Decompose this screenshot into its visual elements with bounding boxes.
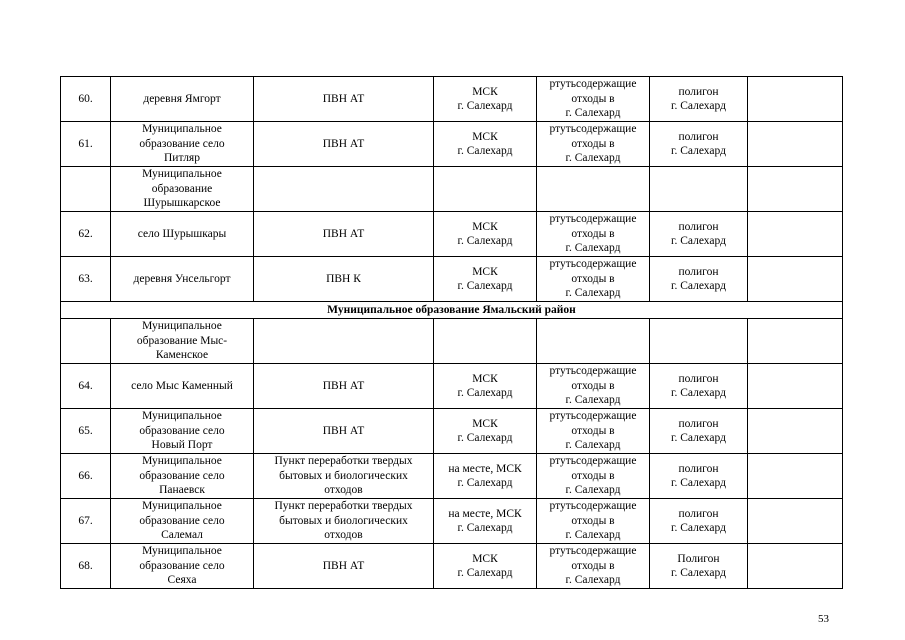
disposal-site-cell <box>650 167 748 212</box>
settlement-name-cell: Муниципальное образование Шурышкарское <box>111 167 254 212</box>
facility-type-cell: ПВН АТ <box>254 544 434 589</box>
facility-type-cell: ПВН АТ <box>254 77 434 122</box>
table-body <box>61 77 843 589</box>
waste-type-cell: ртутьсодержащие отходы в г. Салехард <box>537 454 650 499</box>
row-number-cell: 65. <box>61 409 111 454</box>
waste-facilities-table <box>60 76 843 589</box>
note-cell <box>748 257 843 302</box>
waste-type-cell: ртутьсодержащие отходы в г. Салехард <box>537 77 650 122</box>
settlement-name-cell: село Мыс Каменный <box>111 364 254 409</box>
table-row <box>61 212 843 257</box>
row-number-cell: 62. <box>61 212 111 257</box>
waste-type-cell: ртутьсодержащие отходы в г. Салехард <box>537 212 650 257</box>
collection-place-cell: МСК г. Салехард <box>434 544 537 589</box>
note-cell <box>748 319 843 364</box>
collection-place-cell <box>434 319 537 364</box>
disposal-site-cell: полигон г. Салехард <box>650 499 748 544</box>
section-title: Муниципальное образование Ямальский район <box>61 302 843 319</box>
section-header-row <box>61 302 843 319</box>
collection-place-cell: МСК г. Салехард <box>434 364 537 409</box>
disposal-site-cell: полигон г. Салехард <box>650 364 748 409</box>
settlement-name-cell: Муниципальное образование село Питляр <box>111 122 254 167</box>
disposal-site-cell: полигон г. Салехард <box>650 409 748 454</box>
table-row <box>61 167 843 212</box>
table-row <box>61 122 843 167</box>
settlement-name-cell: Муниципальное образование Мыс- Каменское <box>111 319 254 364</box>
waste-type-cell <box>537 319 650 364</box>
settlement-name-cell: Муниципальное образование село Салемал <box>111 499 254 544</box>
collection-place-cell <box>434 167 537 212</box>
disposal-site-cell: полигон г. Салехард <box>650 212 748 257</box>
collection-place-cell: МСК г. Салехард <box>434 122 537 167</box>
settlement-name-cell: Муниципальное образование село Панаевск <box>111 454 254 499</box>
collection-place-cell: МСК г. Салехард <box>434 212 537 257</box>
facility-type-cell: ПВН К <box>254 257 434 302</box>
note-cell <box>748 167 843 212</box>
note-cell <box>748 212 843 257</box>
disposal-site-cell: полигон г. Салехард <box>650 77 748 122</box>
table-row <box>61 544 843 589</box>
facility-type-cell: ПВН АТ <box>254 364 434 409</box>
waste-type-cell: ртутьсодержащие отходы в г. Салехард <box>537 409 650 454</box>
collection-place-cell: на месте, МСК г. Салехард <box>434 499 537 544</box>
facility-type-cell: ПВН АТ <box>254 122 434 167</box>
waste-type-cell: ртутьсодержащие отходы в г. Салехард <box>537 257 650 302</box>
collection-place-cell: МСК г. Салехард <box>434 77 537 122</box>
table-row <box>61 454 843 499</box>
collection-place-cell: МСК г. Салехард <box>434 409 537 454</box>
disposal-site-cell: Полигон г. Салехард <box>650 544 748 589</box>
row-number-cell <box>61 167 111 212</box>
row-number-cell: 67. <box>61 499 111 544</box>
table-row <box>61 257 843 302</box>
settlement-name-cell: Муниципальное образование село Новый Порт <box>111 409 254 454</box>
settlement-name-cell: деревня Ямгорт <box>111 77 254 122</box>
facility-type-cell <box>254 319 434 364</box>
note-cell <box>748 409 843 454</box>
row-number-cell: 68. <box>61 544 111 589</box>
disposal-site-cell <box>650 319 748 364</box>
note-cell <box>748 499 843 544</box>
table-row <box>61 364 843 409</box>
facility-type-cell: ПВН АТ <box>254 409 434 454</box>
row-number-cell: 66. <box>61 454 111 499</box>
table-row <box>61 499 843 544</box>
disposal-site-cell: полигон г. Салехард <box>650 454 748 499</box>
note-cell <box>748 454 843 499</box>
table-row <box>61 319 843 364</box>
facility-type-cell: Пункт переработки твердых бытовых и биологических отходов <box>254 499 434 544</box>
note-cell <box>748 122 843 167</box>
page-number: 53 <box>818 613 829 625</box>
row-number-cell: 64. <box>61 364 111 409</box>
disposal-site-cell: полигон г. Салехард <box>650 122 748 167</box>
collection-place-cell: МСК г. Салехард <box>434 257 537 302</box>
row-number-cell: 60. <box>61 77 111 122</box>
note-cell <box>748 364 843 409</box>
table-row <box>61 409 843 454</box>
collection-place-cell: на месте, МСК г. Салехард <box>434 454 537 499</box>
waste-type-cell <box>537 167 650 212</box>
note-cell <box>748 77 843 122</box>
waste-type-cell: ртутьсодержащие отходы в г. Салехард <box>537 544 650 589</box>
table-row <box>61 77 843 122</box>
facility-type-cell <box>254 167 434 212</box>
row-number-cell: 61. <box>61 122 111 167</box>
waste-type-cell: ртутьсодержащие отходы в г. Салехард <box>537 364 650 409</box>
note-cell <box>748 544 843 589</box>
row-number-cell <box>61 319 111 364</box>
waste-type-cell: ртутьсодержащие отходы в г. Салехард <box>537 499 650 544</box>
disposal-site-cell: полигон г. Салехард <box>650 257 748 302</box>
waste-type-cell: ртутьсодержащие отходы в г. Салехард <box>537 122 650 167</box>
facility-type-cell: ПВН АТ <box>254 212 434 257</box>
settlement-name-cell: село Шурышкары <box>111 212 254 257</box>
row-number-cell: 63. <box>61 257 111 302</box>
settlement-name-cell: деревня Унсельгорт <box>111 257 254 302</box>
settlement-name-cell: Муниципальное образование село Сеяха <box>111 544 254 589</box>
facility-type-cell: Пункт переработки твердых бытовых и биологических отходов <box>254 454 434 499</box>
